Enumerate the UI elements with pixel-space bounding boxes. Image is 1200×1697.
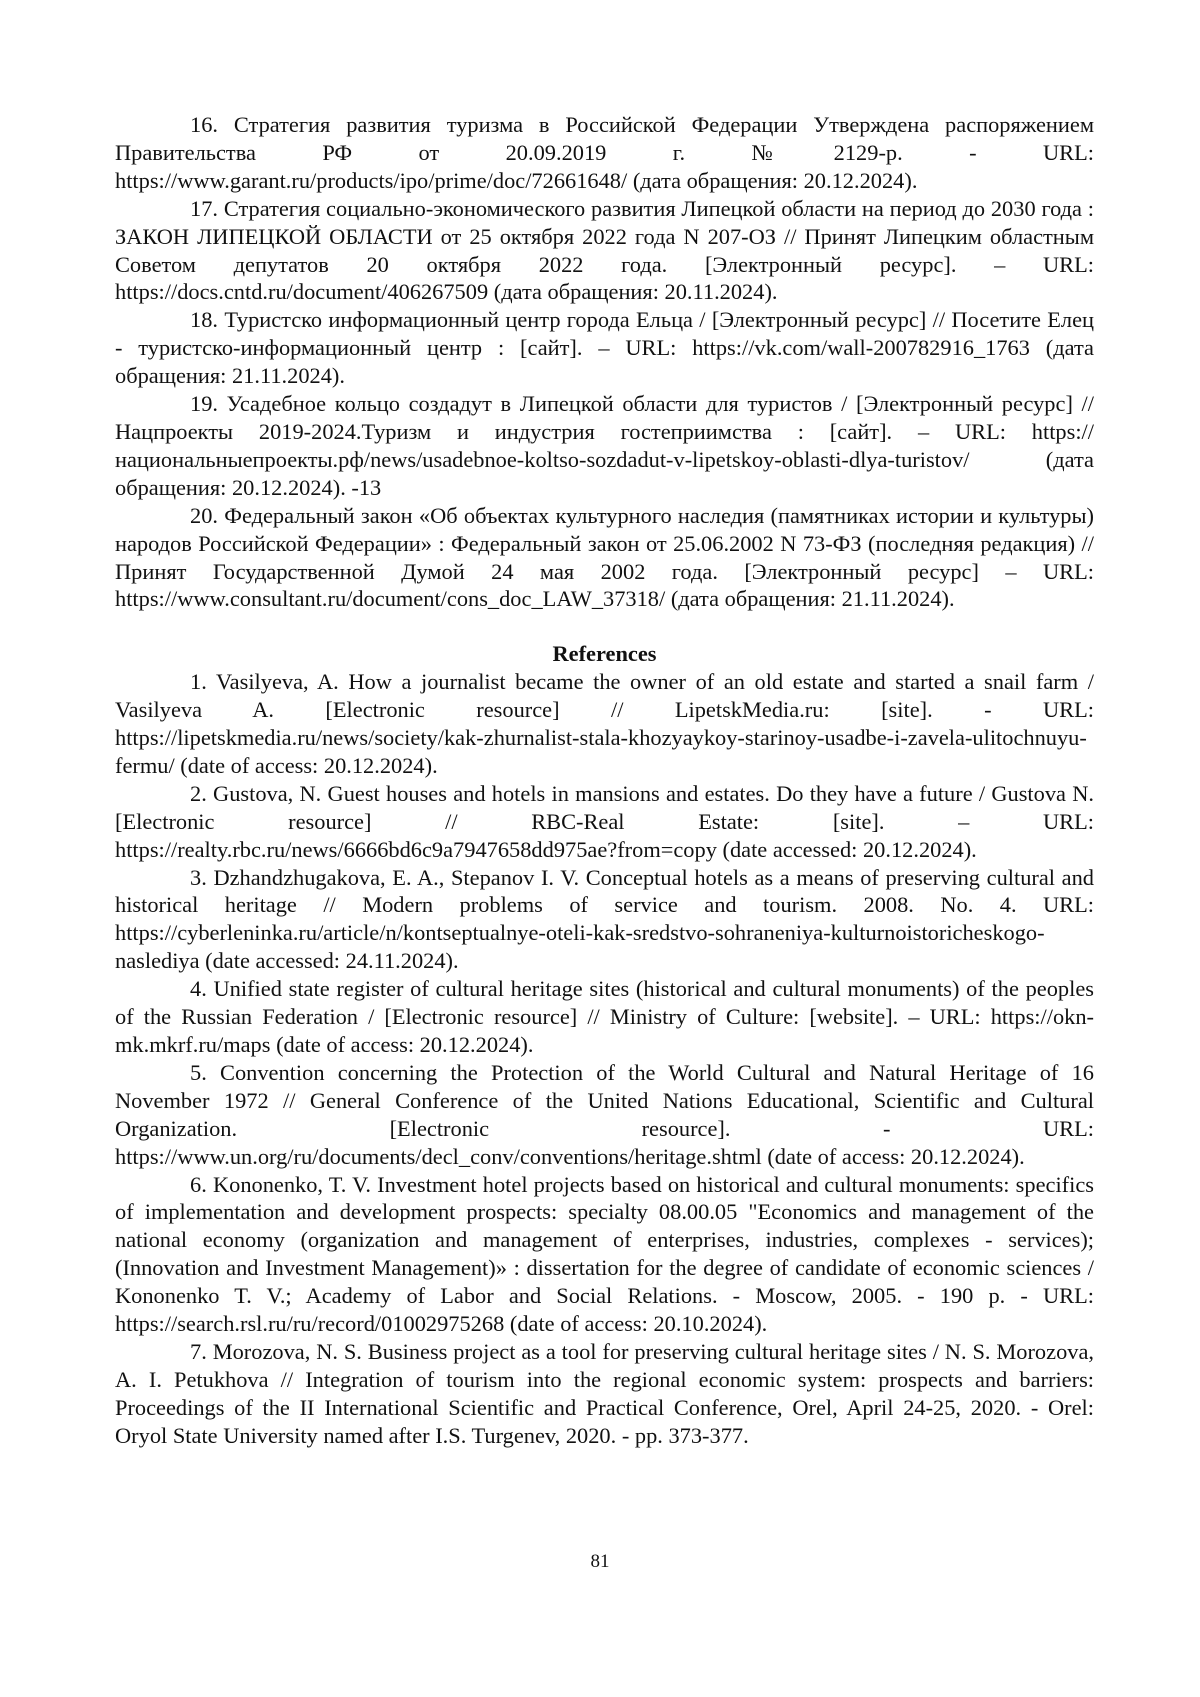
entry-text: Туристско информационный центр города Ельца / [Электронный ресурс] // Посетите Елец - туристско-информационный центр : [сайт]. – URL: https://vk.com/wall-200782916_1763 (дата обращения: 21.11.2024). [115,307,1094,388]
entry-text: Unified state register of cultural heritage sites (historical and cultural monuments) of the peoples of the Russian Federation / [Electronic resource] // Ministry of Culture: [website]. – URL: https://okn-mk.mkrf.ru/maps (date of access: 20.12.2024). [115,976,1094,1057]
entry-text: Gustova, N. Guest houses and hotels in mansions and estates. Do they have a future / Gustova N. [Electronic resource] // RBC-Real Estate: [site]. – URL: https://realty.rbc.ru/news/6666bd6c9a7947658dd975ae?from=copy (date accessed: 20.12.2024). [115,781,1094,862]
entry-text: Convention concerning the Protection of the World Cultural and Natural Heritage of 16 November 1972 // General Conference of the United Nations Educational, Scientific and Cultural Organization. [Electronic resource]. - URL: https://www.un.org/ru/documents/decl_conv/conventions/heritage.shtml (date of access: 20.12.2024). [115,1060,1094,1169]
entry-number: 7. [190,1339,207,1364]
entry-text: Morozova, N. S. Business project as a tool for preserving cultural heritage sites / N. S. Morozova, A. I. Petukhova // Integration of tourism into the regional economic system: prospects and barriers: Proceedings of the II International Scientific and Practical Conference, Orel, April 24-25, 2020. - Orel: Oryol State University named after I.S. Turgenev, 2020. - pp. 373-377. [115,1339,1094,1448]
bibliography-entry-20 [115,502,1094,614]
bibliography-entry-17 [115,195,1094,307]
page-number: 81 [0,1550,1200,1574]
entry-text: Vasilyeva, A. How a journalist became the owner of an old estate and started a snail farm / Vasilyeva A. [Electronic resource] // LipetskMedia.ru: [site]. - URL: https://lipetskmedia.ru/news/society/kak-zhurnalist-stala-khozyaykoy-starinoy-usadbe-i-zavela-ulitochnuyu-fermu/ (date of access: 20.12.2024). [115,669,1094,778]
entry-number: 3. [190,865,207,890]
entry-text: Стратегия социально-экономического развития Липецкой области на период до 2030 года : ЗАКОН ЛИПЕЦКОЙ ОБЛАСТИ от 25 октября 2022 года N 207-ОЗ // Принят Липецким областным Советом депутатов 20 октября 2022 года. [Электронный ресурс]. – URL: https://docs.cntd.ru/document/406267509 (дата обращения: 20.11.2024). [115,196,1094,305]
bibliography-entry-19 [115,390,1094,502]
entry-number: 19. [190,391,218,416]
entry-number: 20. [190,503,218,528]
reference-entry-6 [115,1171,1094,1338]
entry-number: 1. [190,669,207,694]
entry-number: 5. [190,1060,207,1085]
entry-text: Усадебное кольцо создадут в Липецкой области для туристов / [Электронный ресурс] // Нацпроекты 2019-2024.Туризм и индустрия гостеприимства : [сайт]. – URL: https://национальныепроекты.рф/news/usadebnoe-koltso-sozdadut-v-lipetskoy-oblasti-dlya-turistov/ (дата обращения: 20.12.2024). -13 [115,391,1094,500]
entry-text: Стратегия развития туризма в Российской Федерации Утверждена распоряжением Правительства РФ от 20.09.2019 г. №2129-р. - URL: https://www.garant.ru/products/ipo/prime/doc/72661648/ (дата обращения: 20.12.2024). [115,112,1094,193]
entry-number: 4. [190,976,207,1001]
references-heading: References [115,640,1094,668]
entry-number: 6. [190,1172,207,1197]
entry-text: Dzhandzhugakova, E. A., Stepanov I. V. Conceptual hotels as a means of preserving cultural and historical heritage // Modern problems of service and tourism. 2008. No. 4. URL: https://cyberleninka.ru/article/n/kontseptualnye-oteli-kak-sredstvo-sohraneniya-kulturnoistoricheskogo-naslediya (date accessed: 24.11.2024). [115,865,1094,974]
reference-entry-1 [115,668,1094,780]
reference-entry-5 [115,1059,1094,1171]
reference-entry-7 [115,1338,1094,1450]
reference-entry-3 [115,864,1094,976]
entry-number: 2. [190,781,207,806]
entry-number: 18. [190,307,218,332]
entry-text: Федеральный закон «Об объектах культурного наследия (памятниках истории и культуры) народов Российской Федерации» : Федеральный закон от 25.06.2002 N 73-ФЗ (последняя редакция) // Принят Государственной Думой 24 мая 2002 года. [Электронный ресурс] – URL: https://www.consultant.ru/document/cons_doc_LAW_37318/ (дата обращения: 21.11.2024). [115,503,1094,612]
document-page [115,111,1094,1450]
reference-entry-4 [115,975,1094,1059]
entry-number: 16. [190,112,218,137]
entry-text: Kononenko, T. V. Investment hotel projects based on historical and cultural monuments: specifics of implementation and development prospects: specialty 08.00.05 "Economics and management of the national economy (organization and management of enterprises, industries, complexes - services); (Innovation and Investment Management)» : dissertation for the degree of candidate of economic sciences / Kononenko T. V.; Academy of Labor and Social Relations. - Moscow, 2005. - 190 p. - URL: https://search.rsl.ru/ru/record/01002975268 (date of access: 20.10.2024). [115,1172,1094,1337]
bibliography-entry-18 [115,306,1094,390]
reference-entry-2 [115,780,1094,864]
entry-number: 17. [190,196,218,221]
bibliography-entry-16 [115,111,1094,195]
